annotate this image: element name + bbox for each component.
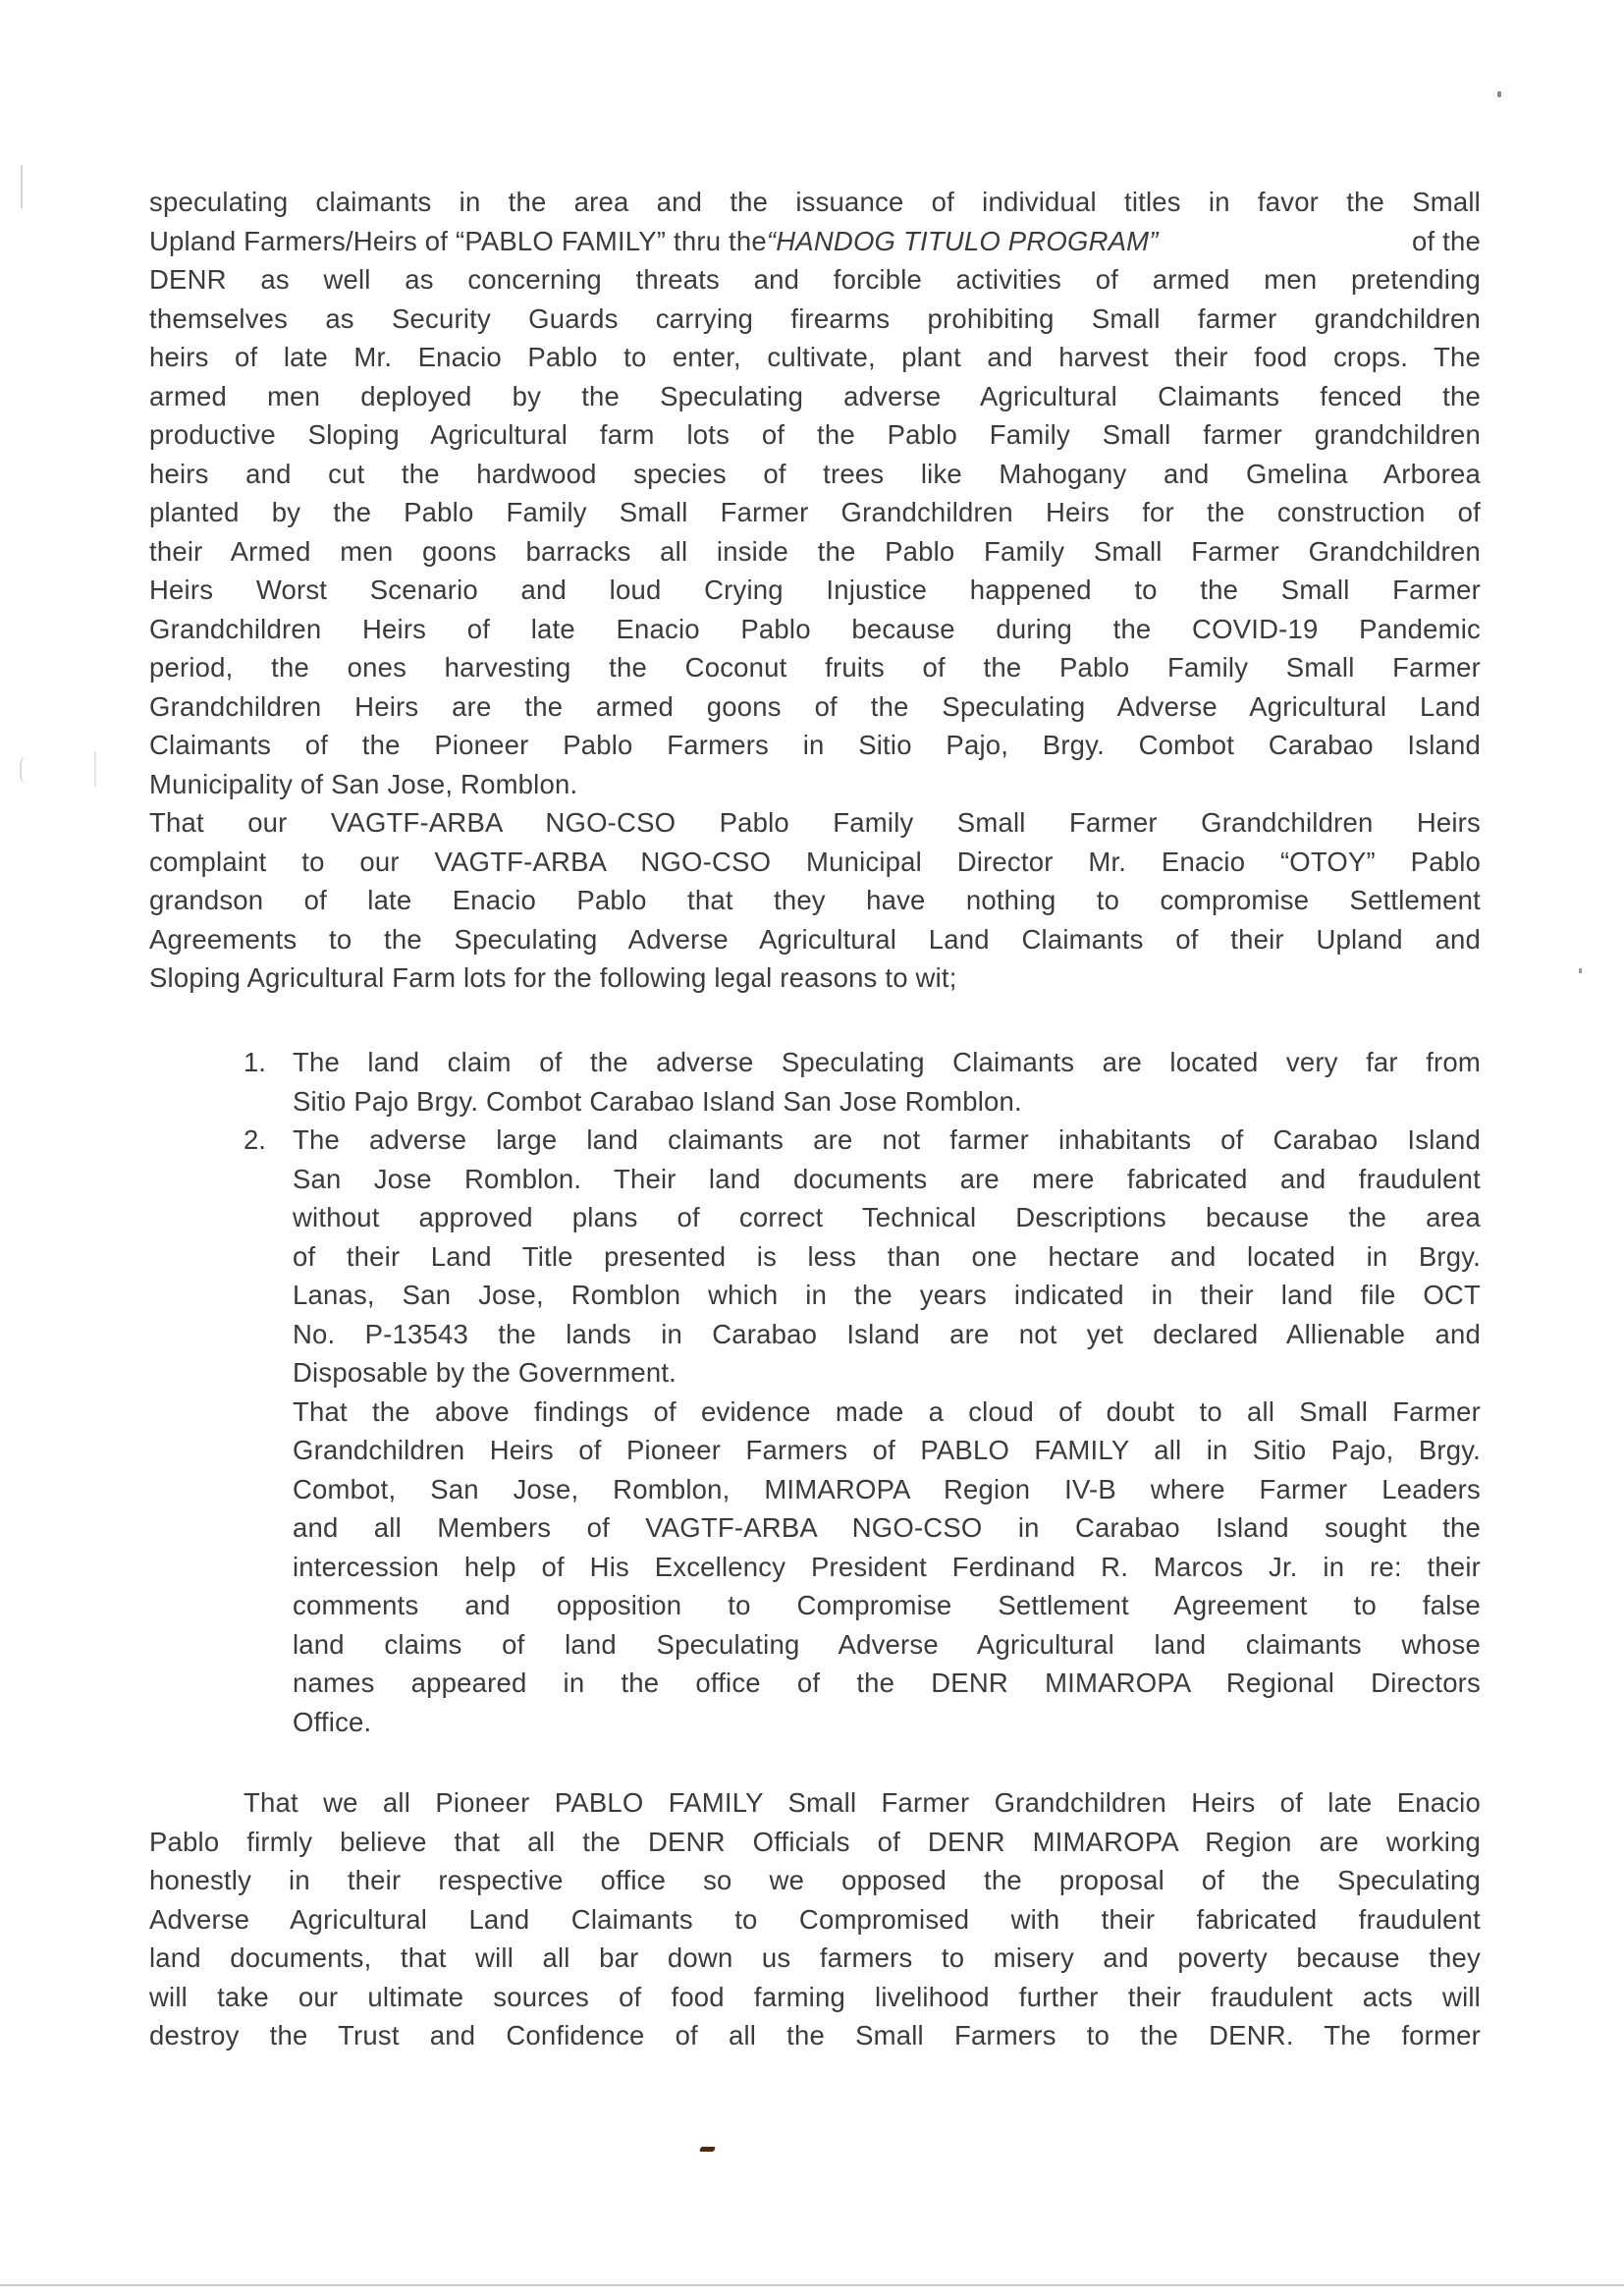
list-number: 1. [244,1047,266,1077]
text-line: Claimants of the Pioneer Pablo Farmers in Sitio Pajo, Brgy. Combot Carabao Island [149,730,1481,760]
text-line: The land claim of the adverse Speculating Claimants are located very far from [293,1047,1481,1077]
text-line: destroy the Trust and Confidence of all the Small Farmers to the DENR. The former [149,2020,1481,2050]
text-line: comments and opposition to Compromise Settlement Agreement to false [293,1590,1481,1620]
scan-artifact-right-dot [1579,968,1582,973]
text-line: armed men deployed by the Speculating adverse Agricultural Claimants fenced the [149,380,1481,411]
text-line: That the above findings of evidence made a cloud of doubt to all Small Farmer [293,1395,1481,1427]
text-line: Grandchildren Heirs are the armed goons of the Speculating Adverse Agricultural Land [149,690,1481,722]
text-line: DENR as well as concerning threats and forcible activities of armed men pretending [149,264,1481,295]
text-line: heirs and cut the hardwood species of trees like Mahogany and Gmelina Arborea [149,458,1481,489]
text-line: planted by the Pablo Family Small Farmer Grandchildren Heirs for the construction of [149,497,1481,527]
text-line: Combot, San Jose, Romblon, MIMAROPA Region IV-B where Farmer Leaders [293,1473,1481,1504]
scan-artifact-left-mark [94,751,96,787]
text-line: That we all Pioneer PABLO FAMILY Small Farmer Grandchildren Heirs of late Enacio [244,1787,1481,1818]
scan-artifact-left-line [21,165,23,208]
text-line: Disposable by the Government. [293,1357,677,1388]
text-line [149,226,1481,257]
text-line: of their Land Title presented is less than one hectare and located in Brgy. [293,1240,1481,1272]
page-bottom-edge [0,2284,1624,2286]
text-line: grandson of late Enacio Pablo that they have nothing to compromise Settlement [149,885,1481,915]
text-line: Agreements to the Speculating Adverse Agricultural Land Claimants of their Upland and [149,923,1481,955]
text-line: Grandchildren Heirs of Pioneer Farmers of PABLO FAMILY all in Sitio Pajo, Brgy. [293,1435,1481,1465]
text-line: That our VAGTF-ARBA NGO-CSO Pablo Family Small Farmer Grandchildren Heirs [149,807,1481,838]
text-line: speculating claimants in the area and the issuance of individual titles in favor the Small [149,187,1481,217]
text-line: Pablo firmly believe that all the DENR Officials of DENR MIMAROPA Region are working [149,1826,1481,1857]
text-line: productive Sloping Agricultural farm lots of the Pablo Family Small farmer grandchildren [149,419,1481,450]
text-line: themselves as Security Guards carrying firearms prohibiting Small farmer grandchildren [149,302,1481,334]
text-line: Sitio Pajo Brgy. Combot Carabao Island San Jose Romblon. [293,1085,1022,1117]
text-line: land documents, that will all bar down us farmers to misery and poverty because they [149,1942,1481,1973]
text-line: their Armed men goons barracks all inside the Pablo Family Small Farmer Grandchildren [149,535,1481,567]
text-line: San Jose Romblon. Their land documents are mere fabricated and fraudulent [293,1163,1481,1194]
text-span: of the [1411,225,1481,256]
scan-artifact-top-right-dot [1497,91,1501,97]
text-line: Heirs Worst Scenario and loud Crying Injustice happened to the Small Farmer [149,574,1481,605]
text-line: period, the ones harvesting the Coconut fruits of the Pablo Family Small Farmer [149,652,1481,683]
text-line: Adverse Agricultural Land Claimants to Compromised with their fabricated fraudulent [149,1903,1481,1935]
text-line: and all Members of VAGTF-ARBA NGO-CSO in Carabao Island sought the [293,1512,1481,1543]
scan-artifact-left-bracket [20,756,27,784]
text-line: Lanas, San Jose, Romblon which in the years indicated in their land file OCT [293,1280,1481,1310]
text-line: Office. [293,1706,372,1737]
scan-artifact-bottom-mark [699,2147,716,2152]
list-number: 2. [244,1124,266,1155]
text-line: The adverse large land claimants are not farmer inhabitants of Carabao Island [293,1124,1481,1155]
text-line: heirs of late Mr. Enacio Pablo to enter, cultivate, plant and harvest their food crops. The [149,342,1481,372]
text-line: complaint to our VAGTF-ARBA NGO-CSO Municipal Director Mr. Enacio “OTOY” Pablo [149,846,1481,877]
text-span: Upland Farmers/Heirs of “PABLO FAMILY” thru the [149,225,767,256]
text-line: Sloping Agricultural Farm lots for the following legal reasons to wit; [149,962,957,993]
text-line: without approved plans of correct Technical Descriptions because the area [293,1202,1481,1232]
text-line: names appeared in the office of the DENR MIMAROPA Regional Directors [293,1667,1481,1698]
text-line: will take our ultimate sources of food farming livelihood further their fraudulent acts will [149,1981,1481,2012]
text-line: honestly in their respective office so we opposed the proposal of the Speculating [149,1865,1481,1895]
text-line: land claims of land Speculating Adverse Agricultural land claimants whose [293,1628,1481,1660]
text-line: No. P-13543 the lands in Carabao Island are not yet declared Allienable and [293,1318,1481,1349]
text-line: intercession help of His Excellency President Ferdinand R. Marcos Jr. in re: their [293,1551,1481,1582]
program-name-italic: “HANDOG TITULO PROGRAM” [766,225,1159,256]
text-line: Municipality of San Jose, Romblon. [149,768,578,799]
text-line: Grandchildren Heirs of late Enacio Pablo because during the COVID-19 Pandemic [149,613,1481,644]
